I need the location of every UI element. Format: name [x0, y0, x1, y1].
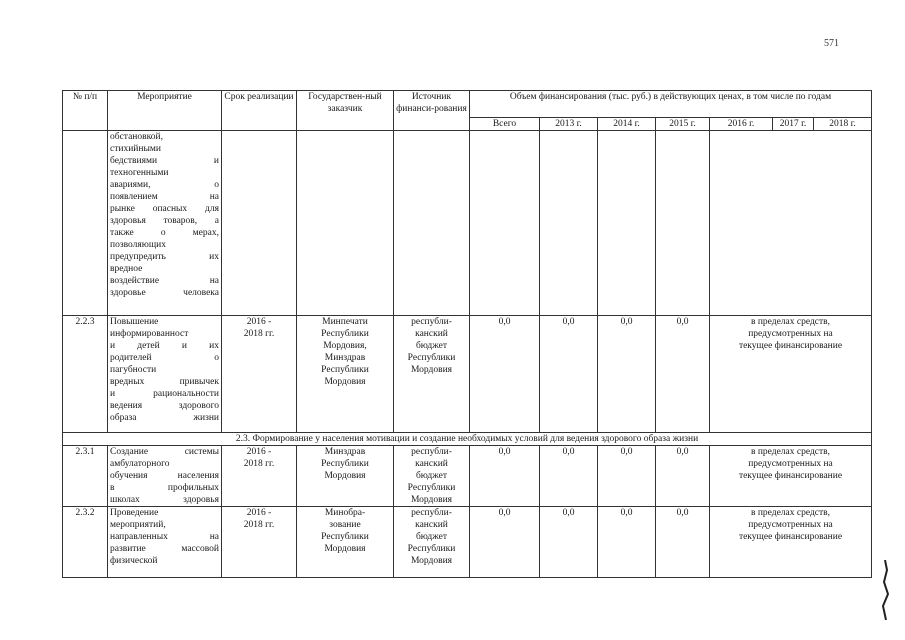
word: рациональности: [153, 389, 219, 399]
text-line: в пределах средств,: [750, 447, 831, 457]
word: мерах,: [192, 228, 219, 238]
text-line: [110, 470, 219, 482]
header-year-2015: 2015 г.: [656, 118, 710, 131]
text-line: [110, 482, 219, 494]
text-line: бюджет: [415, 532, 448, 542]
text-line: информированност: [110, 329, 189, 339]
funding-note: [710, 446, 872, 507]
customer-cell: [297, 507, 394, 578]
section-title: 2.3. Формирование у населения мотивации и создание необходимых условий для ведения здорового образа жизни: [63, 433, 872, 446]
scan-edge-mark: [881, 560, 889, 620]
y2015-cell: 0,0: [656, 316, 710, 433]
word: системы: [184, 447, 219, 457]
funding-note: [710, 316, 872, 433]
header-term: Срок реализации: [222, 91, 297, 131]
text-line: текущее финансирование: [738, 341, 843, 351]
text-line: канский: [415, 520, 448, 530]
text-line: Республики: [407, 353, 456, 363]
word: и: [213, 156, 219, 166]
text-line: предусмотренных на: [748, 329, 833, 339]
text-line: [110, 155, 219, 167]
page-number: 571: [824, 38, 839, 49]
text-line: зование: [329, 520, 361, 530]
source-cell: [394, 507, 470, 578]
text-line: Минздрав: [324, 353, 366, 363]
text-line: предусмотренных на: [748, 520, 833, 530]
text-line: Республики: [407, 483, 456, 493]
word: образа: [110, 413, 137, 423]
word: Создание: [110, 447, 149, 457]
word: товаров,: [163, 216, 198, 226]
text-line: 2016 -: [246, 508, 272, 518]
text-line: стихийными: [110, 144, 161, 154]
text-line: республи-: [411, 317, 452, 327]
text-line: [110, 400, 219, 412]
text-line: [110, 531, 219, 543]
header-customer: Государствен-ный заказчик: [297, 91, 394, 131]
word: здорового: [178, 401, 219, 411]
text-line: [110, 275, 219, 287]
text-line: Мордовия: [324, 544, 366, 554]
table-row: [63, 507, 872, 578]
word: а: [214, 216, 219, 226]
word: детей: [137, 341, 160, 351]
text-line: Республики: [407, 544, 456, 554]
word: о: [160, 228, 166, 238]
funding-plan-table: [62, 90, 872, 578]
text-line: Мордовия: [324, 377, 366, 387]
word: авариями,: [110, 180, 151, 190]
table-row: [63, 131, 872, 316]
text-line: предусмотренных на: [748, 459, 833, 469]
word: школах: [110, 495, 140, 505]
text-line: 2018 гг.: [243, 329, 275, 339]
word: развитие: [110, 544, 146, 554]
header-year-2017: 2017 г.: [773, 118, 814, 131]
text-line: техногенными: [110, 168, 169, 178]
total-cell: 0,0: [470, 507, 540, 578]
row-num: 2.3.1: [63, 446, 108, 507]
event-cell: [108, 446, 222, 507]
text-line: Минобра-: [324, 508, 366, 518]
word: о: [214, 353, 219, 363]
text-line: в пределах средств,: [750, 317, 831, 327]
text-line: республи-: [411, 447, 452, 457]
text-line: бюджет: [415, 471, 448, 481]
word: и: [110, 341, 116, 351]
word: вредных: [110, 377, 145, 387]
word: на: [209, 532, 219, 542]
table-row: [63, 446, 872, 507]
y2015-cell: 0,0: [656, 507, 710, 578]
word: профильных: [167, 483, 219, 493]
header-year-total: Всего: [470, 118, 540, 131]
customer-cell: [297, 316, 394, 433]
text-line: обстановкой,: [110, 132, 163, 142]
text-line: канский: [415, 459, 448, 469]
text-line: Республики: [321, 365, 369, 375]
text-line: Мордовия,: [323, 341, 367, 351]
text-line: [110, 388, 219, 400]
continuation-lines: [110, 131, 219, 299]
y2015-cell: 0,0: [656, 446, 710, 507]
header-year-2018: 2018 г.: [814, 118, 872, 131]
text-line: 2016 -: [246, 447, 272, 457]
customer-cell: [297, 446, 394, 507]
text-line: [110, 340, 219, 352]
text-line: вредное: [110, 264, 143, 274]
text-line: [110, 179, 219, 191]
row-num: 2.2.3: [63, 316, 108, 433]
word: здоровья: [183, 495, 219, 505]
text-line: республи-: [411, 508, 452, 518]
row-num: 2.3.2: [63, 507, 108, 578]
header-num: № п/п: [63, 91, 108, 131]
word: опасных: [152, 204, 188, 214]
y2014-cell: 0,0: [598, 316, 656, 433]
source-cell: [394, 446, 470, 507]
text-line: [110, 494, 219, 506]
text-line: 2018 гг.: [243, 459, 275, 469]
word: рынке: [110, 204, 135, 214]
header-volume: Объем финансирования (тыс. руб.) в действующих ценах, в том числе по годам: [470, 91, 872, 118]
total-cell: 0,0: [470, 446, 540, 507]
text-line: амбулаторного: [110, 459, 170, 469]
word: обучения: [110, 471, 148, 481]
text-line: Минпечати: [322, 317, 368, 327]
word: человека: [183, 288, 219, 298]
word: и: [110, 389, 116, 399]
text-line: канский: [415, 329, 448, 339]
text-line: Мордовия: [410, 556, 453, 566]
header-year-2016: 2016 г.: [710, 118, 773, 131]
text-line: [110, 215, 219, 227]
text-line: пагубности: [110, 365, 157, 375]
y2014-cell: 0,0: [598, 507, 656, 578]
word: здоровья: [110, 216, 146, 226]
word: привычек: [179, 377, 219, 387]
text-line: [110, 203, 219, 215]
text-line: 2018 гг.: [243, 520, 275, 530]
text-line: Мордовия: [324, 471, 366, 481]
word: массовой: [181, 544, 219, 554]
word: предупредить: [110, 252, 166, 262]
text-line: [110, 191, 219, 203]
table-row: [63, 316, 872, 433]
header-source: Источник финанси-рования: [394, 91, 470, 131]
text-line: текущее финансирование: [738, 471, 843, 481]
text-line: [110, 227, 219, 239]
text-line: [110, 446, 219, 458]
text-line: Мордовия: [410, 365, 453, 375]
text-line: 2016 -: [246, 317, 272, 327]
word: в: [110, 483, 115, 493]
text-line: Проведение: [110, 508, 159, 518]
word: ведения: [110, 401, 143, 411]
text-line: Минздрав: [324, 447, 366, 457]
section-row: [63, 433, 872, 446]
word: воздействие: [110, 276, 160, 286]
event-cell: [108, 131, 222, 316]
event-cell: [108, 316, 222, 433]
text-line: позволяющих: [110, 240, 166, 250]
word: для: [205, 204, 219, 214]
header-year-2013: 2013 г.: [540, 118, 598, 131]
word: их: [209, 341, 219, 351]
text-line: [110, 251, 219, 263]
word: на: [209, 276, 219, 286]
y2013-cell: 0,0: [540, 446, 598, 507]
event-cell: [108, 507, 222, 578]
y2013-cell: 0,0: [540, 316, 598, 433]
word: бедствиями: [110, 156, 158, 166]
text-line: мероприятий,: [110, 520, 166, 530]
word: о: [214, 180, 219, 190]
text-line: [110, 412, 219, 424]
total-cell: 0,0: [470, 316, 540, 433]
word: и: [181, 341, 187, 351]
text-line: в пределах средств,: [750, 508, 831, 518]
text-line: Мордовия: [410, 495, 453, 505]
text-line: Республики: [321, 329, 369, 339]
text-line: Повышение: [110, 317, 159, 327]
funding-note: [710, 507, 872, 578]
word: их: [209, 252, 219, 262]
text-line: текущее финансирование: [738, 532, 843, 542]
word: направленных: [110, 532, 168, 542]
word: на: [209, 192, 219, 202]
term-cell: [222, 316, 297, 433]
text-line: [110, 543, 219, 555]
word: появлением: [110, 192, 158, 202]
text-line: [110, 287, 219, 299]
header-year-2014: 2014 г.: [598, 118, 656, 131]
word: также: [110, 228, 134, 238]
word: родителей: [110, 353, 152, 363]
word: здоровье: [110, 288, 146, 298]
text-line: Республики: [321, 532, 369, 542]
term-cell: [222, 446, 297, 507]
term-cell: [222, 507, 297, 578]
word: населения: [177, 471, 219, 481]
header-event: Мероприятие: [108, 91, 222, 131]
text-line: [110, 376, 219, 388]
text-line: бюджет: [415, 341, 448, 351]
source-cell: [394, 316, 470, 433]
y2014-cell: 0,0: [598, 446, 656, 507]
text-line: [110, 352, 219, 364]
y2013-cell: 0,0: [540, 507, 598, 578]
word: жизни: [193, 413, 219, 423]
text-line: физической: [110, 556, 158, 566]
text-line: Республики: [321, 459, 369, 469]
